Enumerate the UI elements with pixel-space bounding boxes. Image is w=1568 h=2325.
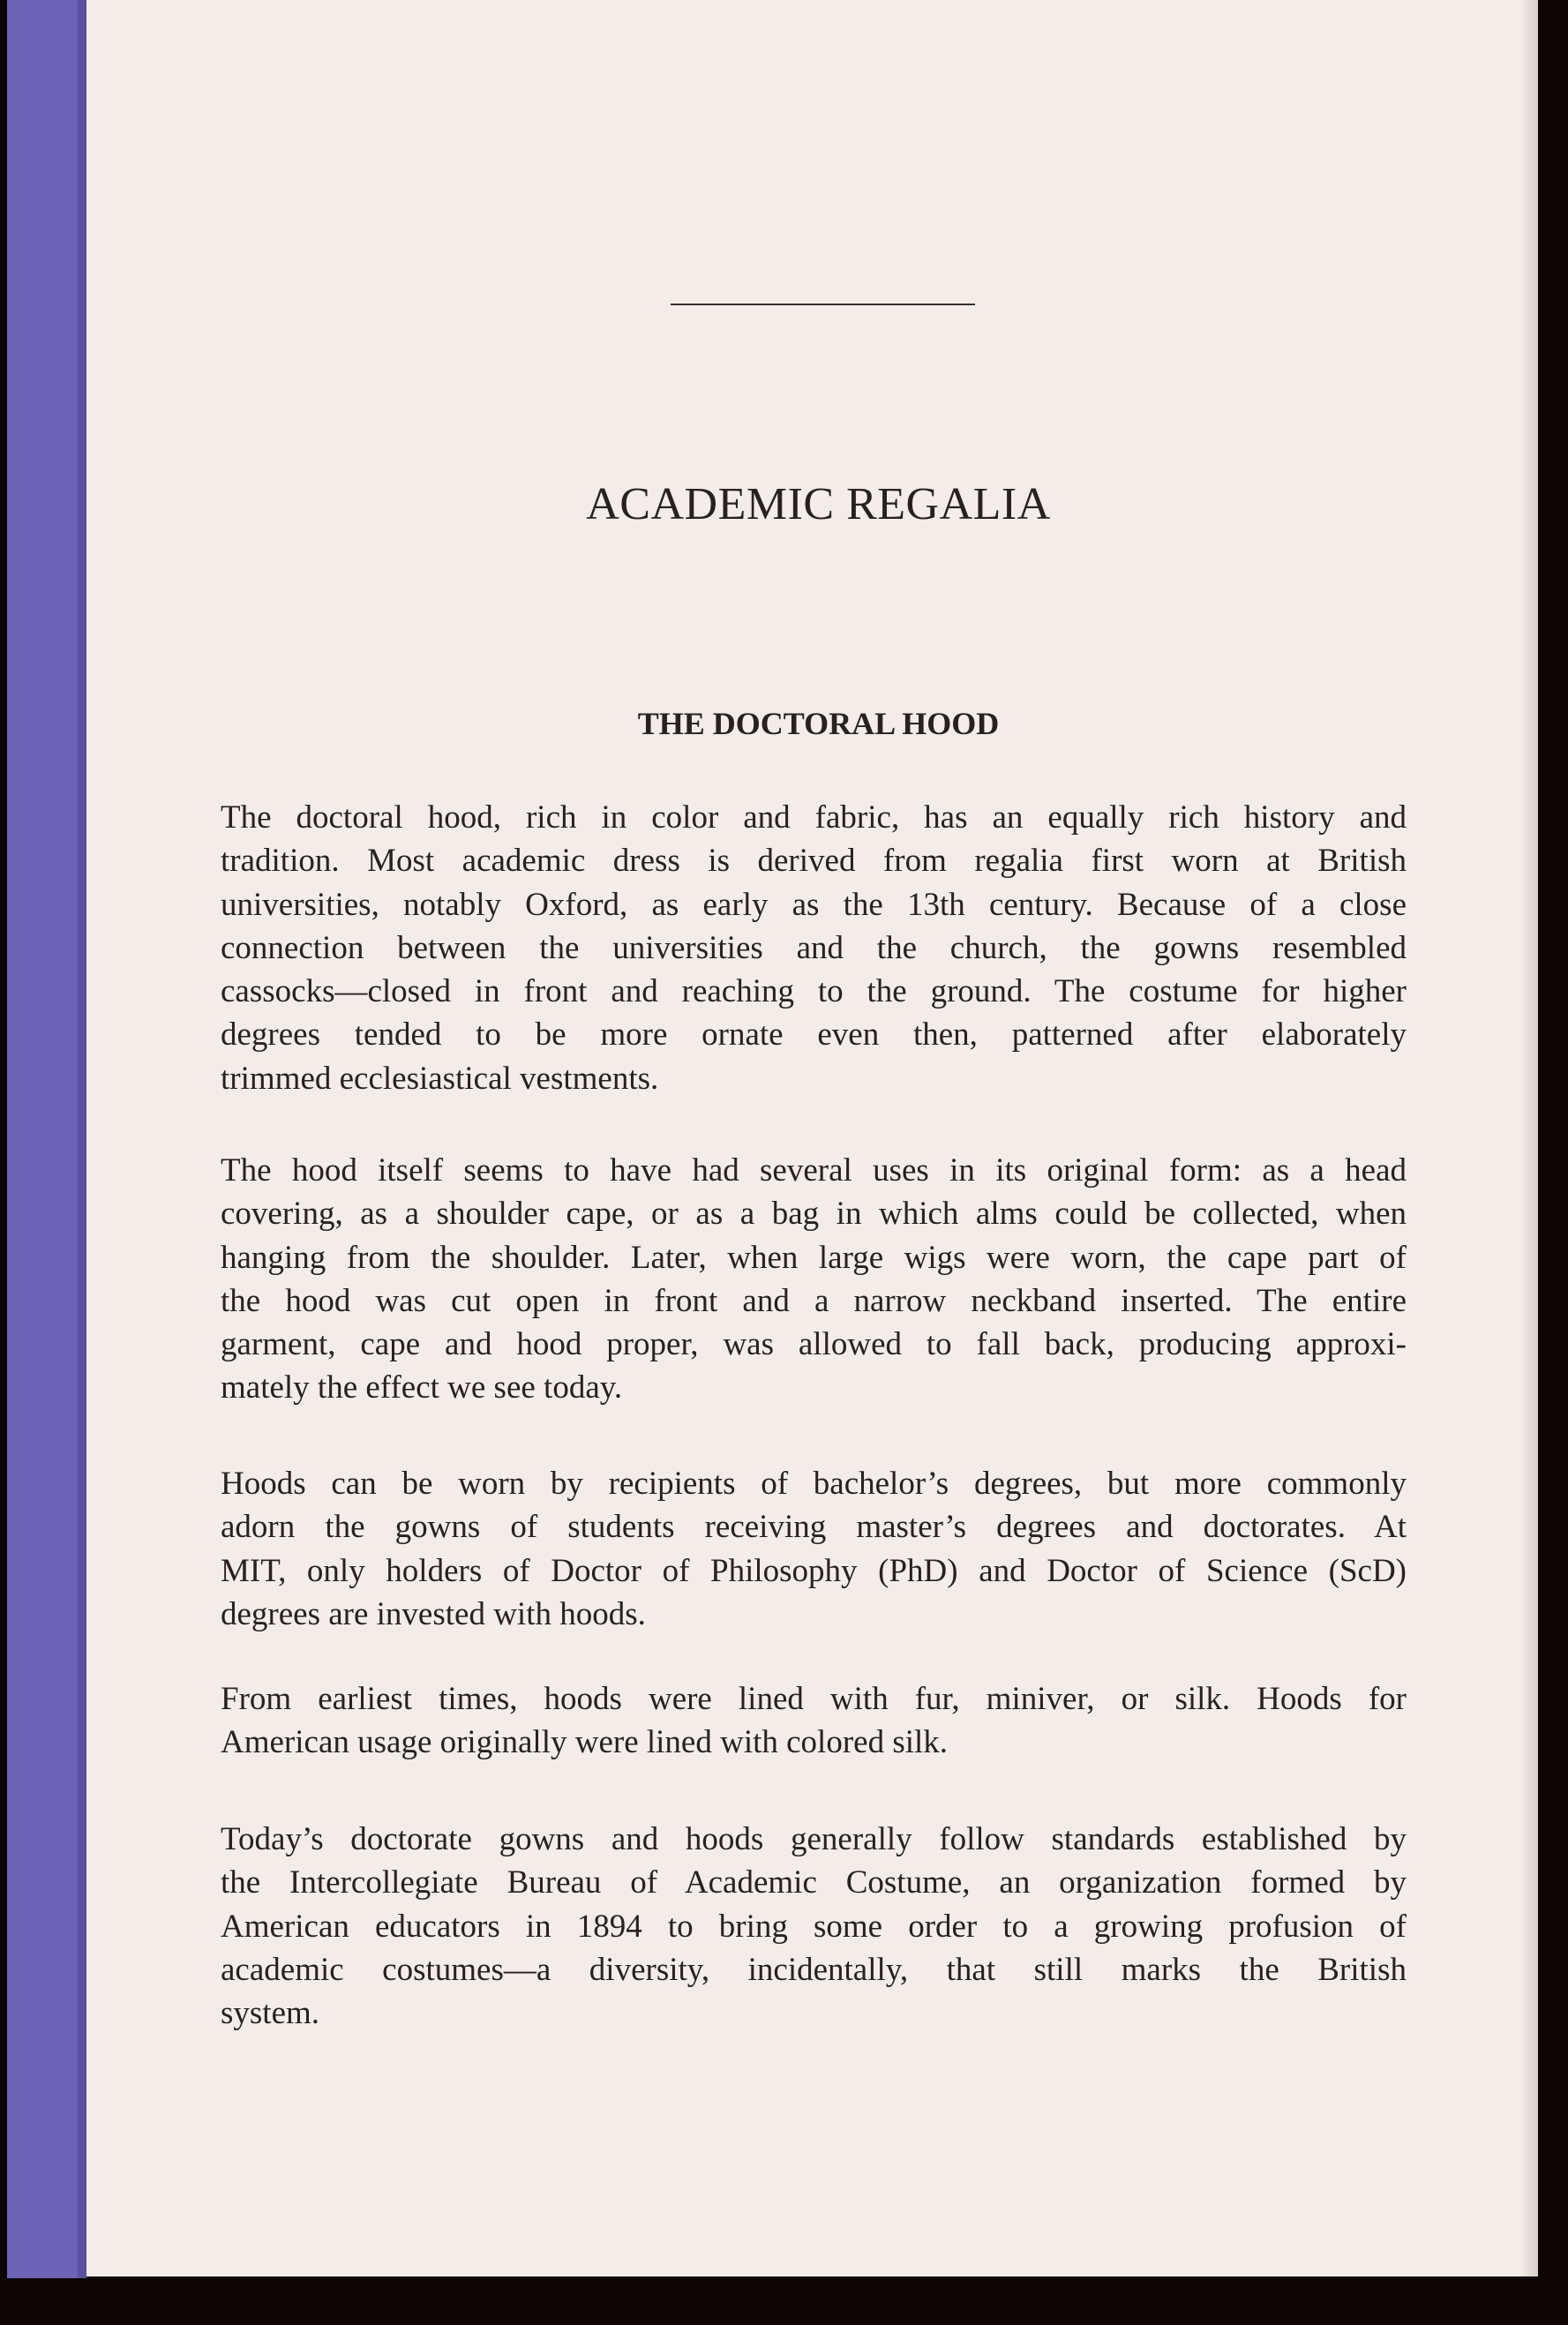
cover-shadow [78,0,86,2278]
text-line: universities, notably Oxford, as early as the 13th century. Because of a close [221,886,1407,923]
text-line: cassocks—closed in front and reaching to the ground. The costume for higher [221,973,1407,1010]
text-line: the Intercollegiate Bureau of Academic Costume, an organization formed by [221,1864,1407,1901]
text-line: the hood was cut open in front and a narrow neckband inserted. The entire [221,1282,1407,1319]
text-line: covering, as a shoulder cape, or as a bag in which alms could be collected, when [221,1196,1407,1233]
text-line: trimmed ecclesiastical vestments. [221,1060,659,1097]
section-heading: THE DOCTORAL HOOD [637,706,1000,741]
text-line: hanging from the shoulder. Later, when large wigs were worn, the cape part of [221,1239,1407,1276]
text-line: Hoods can be worn by recipients of bachelor’s degrees, but more commonly [221,1466,1407,1502]
text-line: Today’s doctorate gowns and hoods generally follow standards established by [221,1821,1407,1857]
paragraph [221,1149,1407,1410]
decorative-rule [671,304,975,305]
paragraph [221,1462,1407,1636]
paragraph [221,1818,1407,2035]
text-line: MIT, only holders of Doctor of Philosophy (PhD) and Doctor of Science (ScD) [221,1552,1407,1589]
paragraph [221,1677,1407,1765]
text-line: degrees are invested with hoods. [221,1595,646,1632]
paragraph [221,796,1407,1100]
text-line: The hood itself seems to have had several uses in its original form: as a head [221,1152,1407,1189]
text-line: academic costumes—a diversity, incidentally, that still marks the British [221,1951,1407,1988]
booklet-cover-spine [7,0,86,2278]
text-line: American educators in 1894 to bring some order to a growing profusion of [221,1908,1407,1945]
text-line: From earliest times, hoods were lined with fur, miniver, or silk. Hoods for [221,1681,1407,1717]
text-line: system. [221,1995,320,2032]
text-line: American usage originally were lined with colored silk. [221,1724,949,1761]
text-line: connection between the universities and the church, the gowns resembled [221,929,1407,966]
page-edge [1522,0,1538,2276]
text-line: The doctoral hood, rich in color and fabric, has an equally rich history and [221,799,1407,836]
text-line: adorn the gowns of students receiving master’s degrees and doctorates. At [221,1509,1407,1546]
text-line: tradition. Most academic dress is derived from regalia first worn at British [221,843,1407,880]
text-line: mately the effect we see today. [221,1369,623,1406]
page-title: ACADEMIC REGALIA [586,479,1051,529]
text-line: garment, cape and hood proper, was allowed to fall back, producing approxi- [221,1326,1407,1363]
text-line: degrees tended to be more ornate even then, patterned after elaborately [221,1016,1407,1054]
